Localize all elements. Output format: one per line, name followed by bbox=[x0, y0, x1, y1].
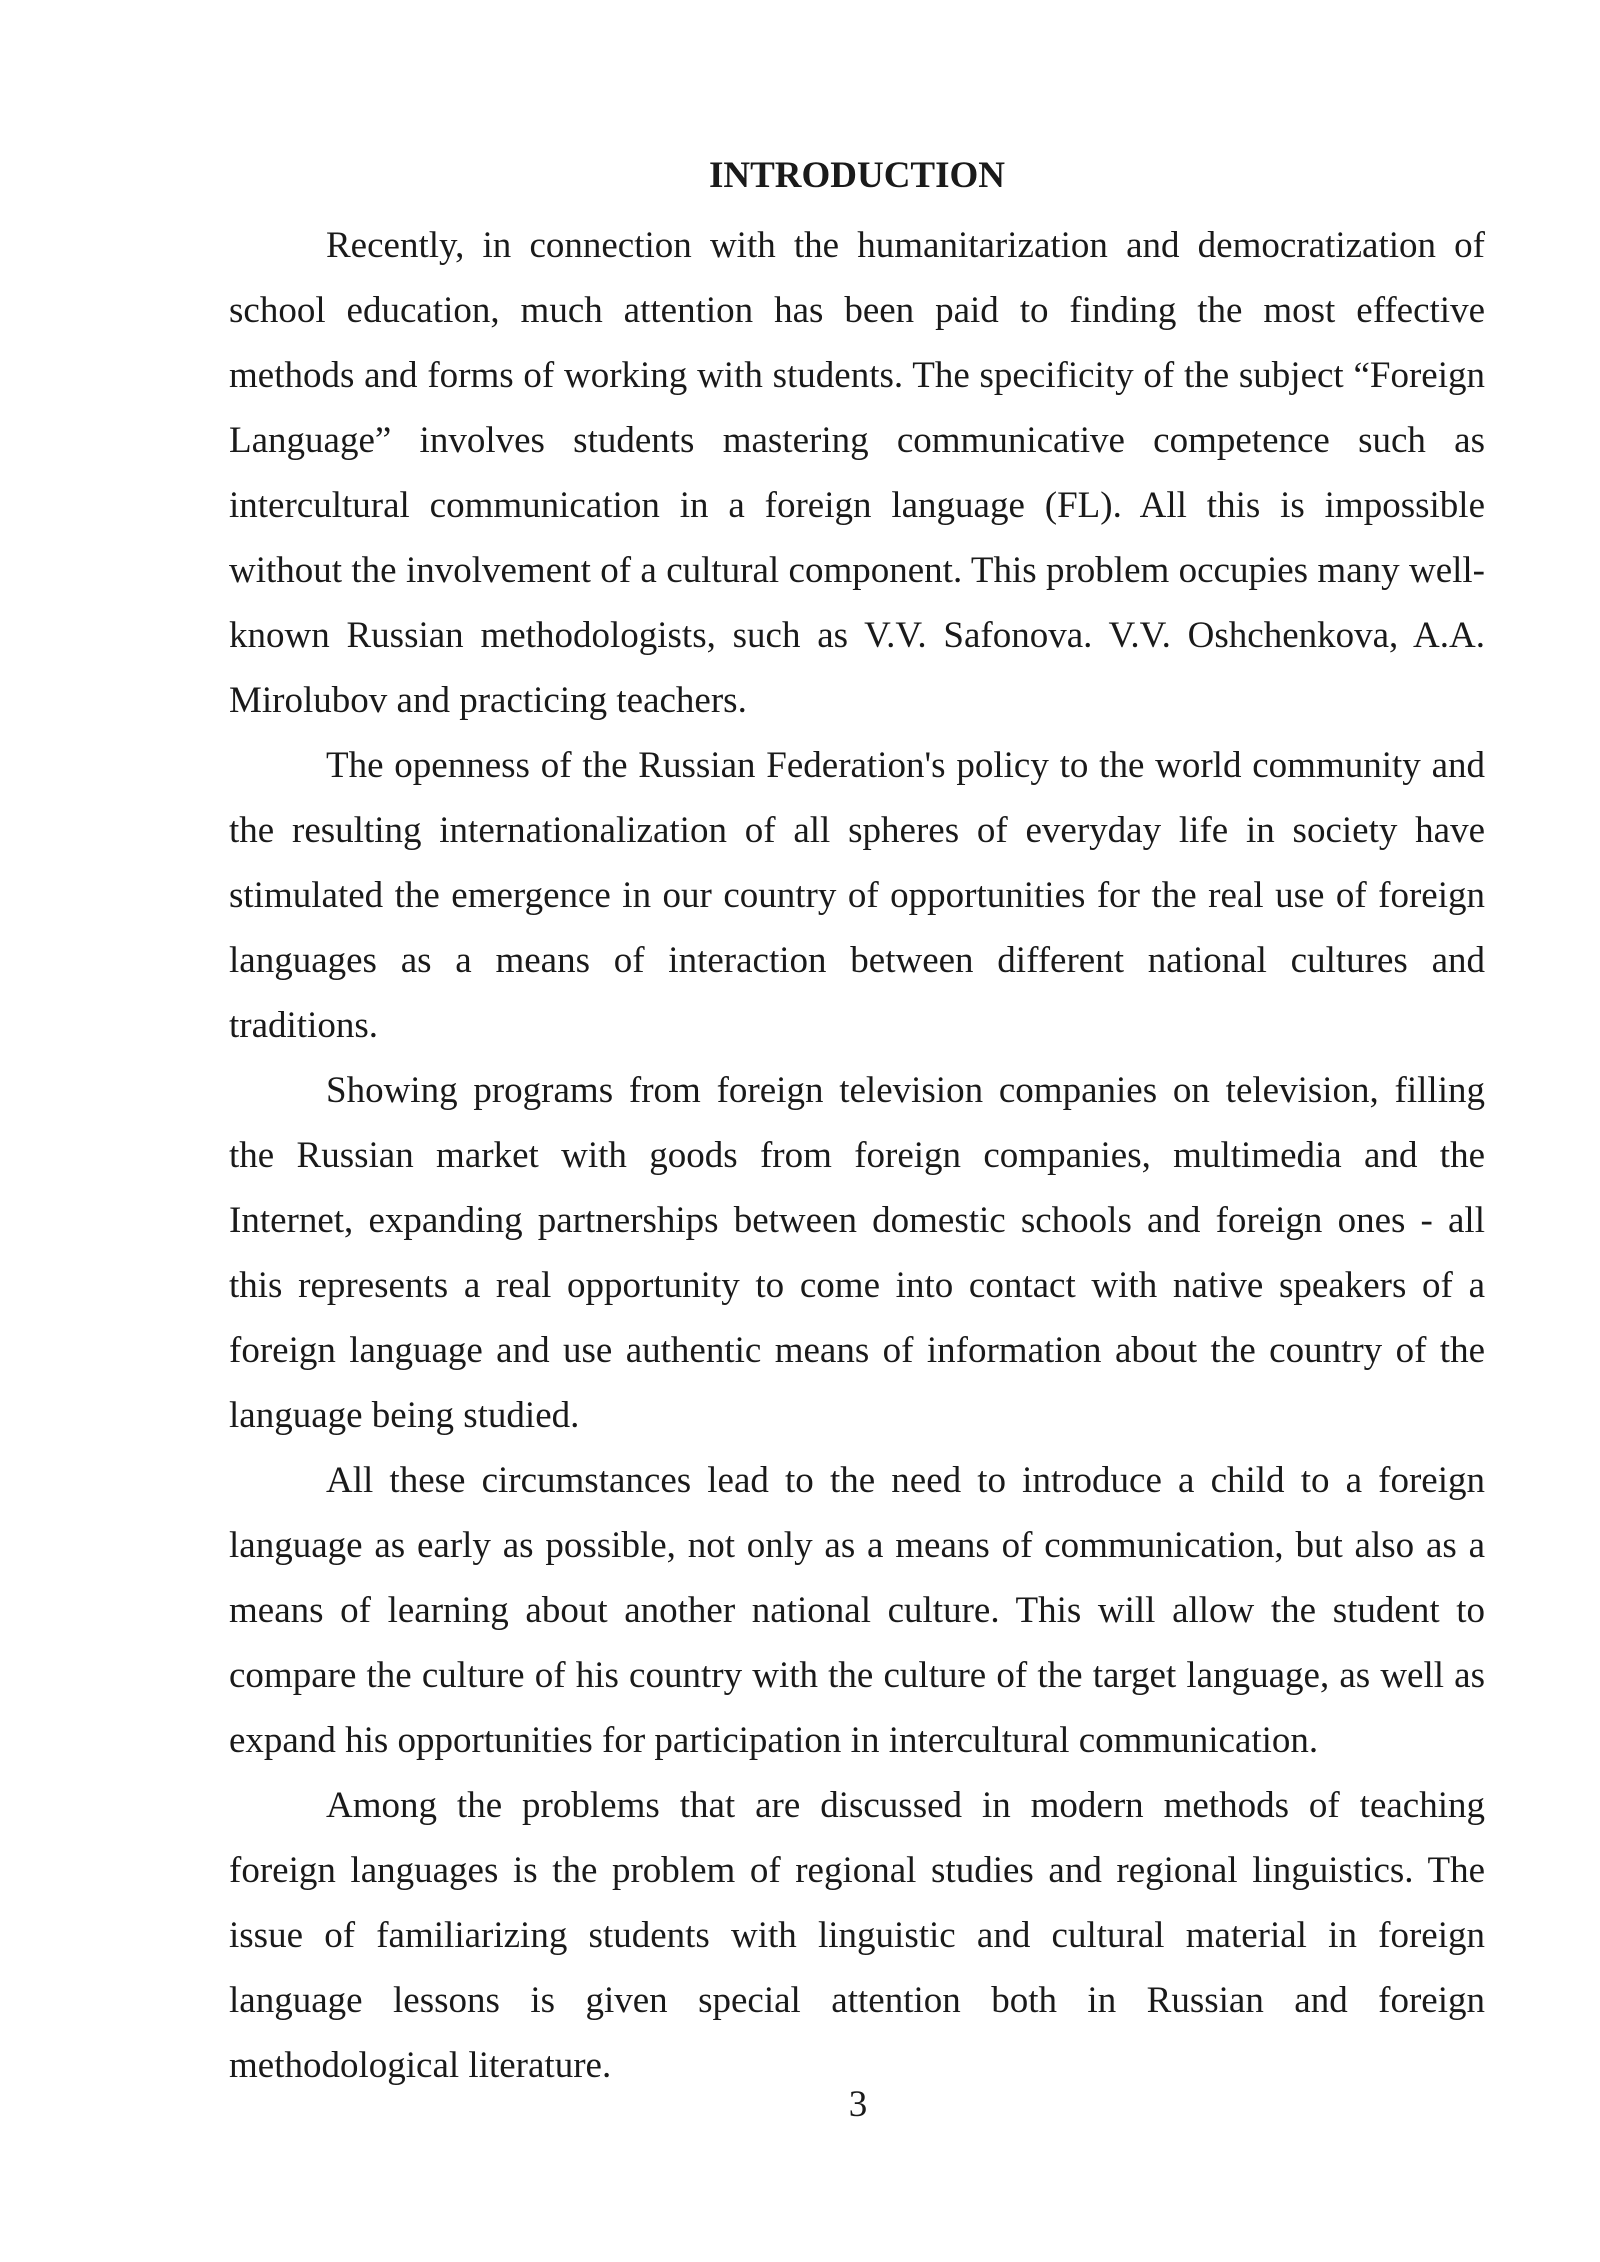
page-content bbox=[229, 148, 1485, 2098]
paragraph: The openness of the Russian Federation's policy to the world community and the resulting internationalization of all spheres of everyday life in society have stimulated the emergence in our country of opportunities for the real use of foreign languages as a means of interaction between different national cultures and traditions. bbox=[229, 745, 1485, 1046]
paragraph: Recently, in connection with the humanitarization and democratization of school education, much attention has been paid to finding the most effective methods and forms of working with students. The specificity of the subject “Foreign Language” involves students mastering communicative competence such as intercultural communication in a foreign language (FL). All this is impossible without the involvement of a cultural component. This problem occupies many well-known Russian methodologists, such as V.V. Safonova. V.V. Oshchenkova, A.A. Mirolubov and practicing teachers. bbox=[229, 225, 1485, 721]
paragraph: All these circumstances lead to the need to introduce a child to a foreign language as early as possible, not only as a means of communication, but also as a means of learning about another national culture. This will allow the student to compare the culture of his country with the culture of the target language, as well as expand his opportunities for participation in intercultural communication. bbox=[229, 1460, 1485, 1761]
page-number: 3 bbox=[848, 2084, 868, 2125]
section-heading: INTRODUCTION bbox=[708, 155, 1006, 196]
paragraph: Among the problems that are discussed in modern methods of teaching foreign languages is the problem of regional studies and regional linguistics. The issue of familiarizing students with linguistic and cultural material in foreign language lessons is given special attention both in Russian and foreign methodological literature. bbox=[229, 1785, 1485, 2086]
paragraph: Showing programs from foreign television companies on television, filling the Russian market with goods from foreign companies, multimedia and the Internet, expanding partnerships between domestic schools and foreign ones - all this represents a real opportunity to come into contact with native speakers of a foreign language and use authentic means of information about the country of the language being studied. bbox=[229, 1070, 1485, 1436]
